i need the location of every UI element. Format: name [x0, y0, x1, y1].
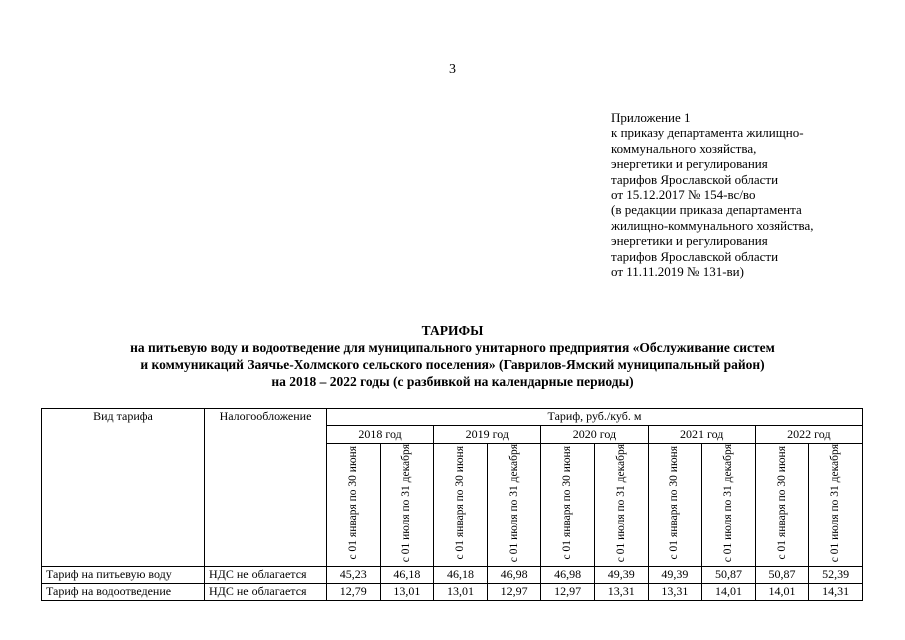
period-label: с 01 января по 30 июня	[453, 446, 466, 560]
period-label: с 01 июля по 31 декабря	[400, 444, 413, 563]
tariff-value: 45,23	[327, 567, 381, 584]
tariff-value: 49,39	[594, 567, 648, 584]
tariff-value: 13,01	[434, 584, 488, 601]
period-header	[648, 444, 702, 567]
tariff-value: 13,31	[648, 584, 702, 601]
period-header	[487, 444, 541, 567]
appendix-line: от 15.12.2017 № 154-вс/во	[611, 187, 756, 203]
year-header: 2022 год	[755, 426, 862, 444]
appendix-reference	[611, 110, 891, 279]
tariff-value: 14,31	[809, 584, 863, 601]
table-row	[42, 567, 863, 584]
tariff-value: 50,87	[755, 567, 809, 584]
period-header	[541, 444, 595, 567]
tariff-value: 14,01	[755, 584, 809, 601]
appendix-line: к приказу департамента жилищно-	[611, 125, 804, 141]
tariff-value: 52,39	[809, 567, 863, 584]
tariff-value: 14,01	[702, 584, 756, 601]
appendix-line: жилищно-коммунального хозяйства,	[611, 217, 814, 233]
period-header	[327, 444, 381, 567]
year-header: 2019 год	[434, 426, 541, 444]
table-row	[42, 584, 863, 601]
tariff-value: 13,31	[594, 584, 648, 601]
year-header: 2020 год	[541, 426, 648, 444]
appendix-line: от 11.11.2019 № 131-ви)	[611, 264, 744, 280]
tariff-value: 46,18	[434, 567, 488, 584]
vat-cell: НДС не облагается	[205, 567, 327, 584]
tariff-table	[41, 408, 863, 601]
period-header	[755, 444, 809, 567]
tariff-value: 46,18	[380, 567, 434, 584]
header-tariff-type: Вид тарифа	[42, 409, 205, 567]
period-label: с 01 июля по 31 декабря	[829, 444, 842, 563]
appendix-line: коммунального хозяйства,	[611, 140, 757, 156]
tariff-value: 12,97	[487, 584, 541, 601]
year-header: 2018 год	[327, 426, 434, 444]
period-label: с 01 июля по 31 декабря	[614, 444, 627, 563]
period-label: с 01 января по 30 июня	[775, 446, 788, 560]
year-header: 2021 год	[648, 426, 755, 444]
tariff-value: 49,39	[648, 567, 702, 584]
title-line: на 2018 – 2022 годы (с разбивкой на календарные периоды)	[271, 374, 634, 389]
period-label: с 01 января по 30 июня	[346, 446, 359, 560]
period-label: с 01 июля по 31 декабря	[507, 444, 520, 563]
appendix-line: (в редакции приказа департамента	[611, 202, 802, 218]
tariff-value: 12,79	[327, 584, 381, 601]
page-number: 3	[449, 62, 456, 77]
tariff-value: 46,98	[541, 567, 595, 584]
document-title	[0, 322, 905, 390]
vat-cell: НДС не облагается	[205, 584, 327, 601]
tariff-value: 13,01	[380, 584, 434, 601]
period-label: с 01 января по 30 июня	[668, 446, 681, 560]
period-header	[380, 444, 434, 567]
appendix-line: энергетики и регулирования	[611, 156, 768, 172]
tariff-value: 50,87	[702, 567, 756, 584]
period-header	[809, 444, 863, 567]
tariff-value: 46,98	[487, 567, 541, 584]
period-label: с 01 января по 30 июня	[561, 446, 574, 560]
appendix-line: энергетики и регулирования	[611, 233, 768, 249]
tariff-value: 12,97	[541, 584, 595, 601]
appendix-line: Приложение 1	[611, 110, 691, 125]
header-tariff: Тариф, руб./куб. м	[327, 409, 863, 426]
period-header	[594, 444, 648, 567]
period-header	[434, 444, 488, 567]
period-header	[702, 444, 756, 567]
period-label: с 01 июля по 31 декабря	[721, 444, 734, 563]
row-label: Тариф на питьевую воду	[42, 567, 205, 584]
title-line: на питьевую воду и водоотведение для муниципального унитарного предприятия «Обслуживание систем	[130, 340, 775, 355]
header-taxation: Налогообложение	[205, 409, 327, 567]
row-label: Тариф на водоотведение	[42, 584, 205, 601]
title-heading: ТАРИФЫ	[421, 323, 484, 338]
appendix-line: тарифов Ярославской области	[611, 171, 779, 187]
title-line: и коммуникаций Заячье-Холмского сельского поселения» (Гаврилов-Ямский муниципальный район)	[140, 357, 765, 372]
appendix-line: тарифов Ярославской области	[611, 248, 779, 264]
